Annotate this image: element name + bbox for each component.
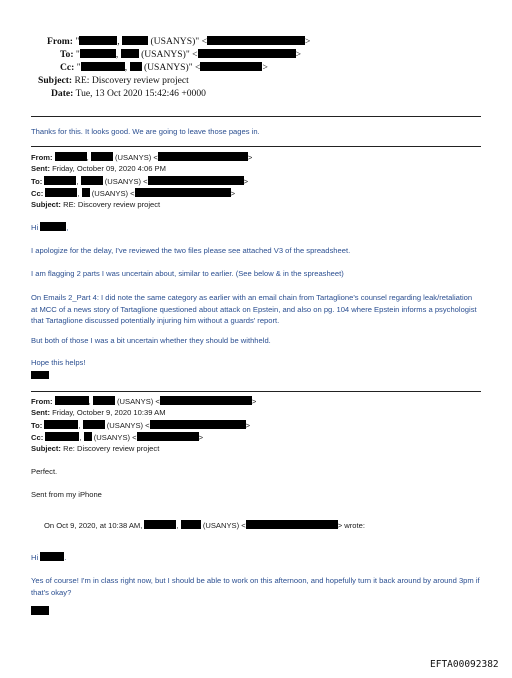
redaction	[45, 188, 77, 197]
msg2-paragraph: On Emails 2_Part 4: I did note the same category as earlier with an email chain from Tartaglione's counsel regarding leak/retaliation at MCC of a news story of Tartaglione questioned about attack on Epstein, and also on pg. 104 where Epstein informs a psychologist that Tartaglione discussed potentially injuring him without a guards' report.	[31, 293, 477, 325]
redaction	[150, 420, 246, 429]
divider	[31, 116, 481, 117]
divider	[31, 146, 481, 147]
redaction	[80, 49, 116, 58]
redaction	[93, 396, 115, 405]
redaction	[84, 432, 92, 441]
msg3-body: Perfect.	[31, 467, 58, 476]
redaction	[130, 62, 142, 71]
redaction	[55, 152, 87, 161]
redaction	[44, 420, 78, 429]
msg2-sent: Sent: Friday, October 09, 2020 4:06 PM	[31, 164, 166, 173]
msg3-body: Sent from my iPhone	[31, 490, 102, 499]
redaction	[45, 432, 79, 441]
redaction	[160, 396, 252, 405]
redaction	[135, 188, 231, 197]
redaction	[44, 176, 76, 185]
redaction	[158, 152, 248, 161]
msg2-paragraph: I am flagging 2 parts I was uncertain about, similar to earlier. (See below & in the spreasheet)	[31, 269, 344, 278]
msg2-paragraph: But both of those I was a bit uncertain whether they should be withheld.	[31, 336, 271, 345]
msg2-paragraph: Hope this helps!	[31, 358, 86, 367]
top-header-to: To: " , (USANYS)" < >	[60, 49, 301, 60]
redaction	[55, 396, 89, 405]
redaction	[148, 176, 244, 185]
divider	[31, 391, 481, 392]
redaction	[122, 36, 148, 45]
bates-id: EFTA00092382	[430, 659, 499, 670]
redaction	[181, 520, 201, 529]
redaction	[207, 36, 305, 45]
msg3-cc: Cc: , (USANYS) < >	[31, 433, 204, 442]
redaction	[198, 49, 296, 58]
msg2-greeting: Hi ,	[31, 223, 69, 232]
reply-body: Thanks for this. It looks good. We are going to leave those pages in.	[31, 127, 260, 136]
redaction	[137, 432, 199, 441]
redaction	[246, 520, 338, 529]
msg3-from: From: , (USANYS) < >	[31, 397, 257, 406]
msg2-cc: Cc: , (USANYS) < >	[31, 189, 236, 198]
signature-redaction	[31, 606, 49, 615]
msg2-subject: Subject: RE: Discovery review project	[31, 200, 161, 209]
msg2-from: From: , (USANYS) < >	[31, 153, 253, 162]
redaction	[40, 552, 64, 561]
redaction	[121, 49, 139, 58]
redaction	[79, 36, 117, 45]
quote-header: On Oct 9, 2020, at 10:38 AM, , (USANYS) < > wrote:	[44, 521, 365, 530]
redaction	[82, 188, 90, 197]
msg3-sent: Sent: Friday, October 9, 2020 10:39 AM	[31, 408, 166, 417]
redaction	[81, 176, 103, 185]
redaction	[83, 420, 105, 429]
redaction	[91, 152, 113, 161]
msg2-paragraph: I apologize for the delay, I've reviewed the two files please see attached V3 of the spreadsheet.	[31, 246, 351, 255]
from-label: From:	[47, 36, 73, 47]
top-header-cc: Cc: " , (USANYS)" < >	[60, 62, 268, 73]
redaction	[40, 222, 66, 231]
signature-redaction	[31, 371, 49, 379]
redaction	[200, 62, 262, 71]
msg3-to: To: , (USANYS) < >	[31, 421, 251, 430]
top-header-subject: Subject: RE: Discovery review project	[38, 75, 189, 86]
top-header-from: From: " , (USANYS)" < >	[47, 36, 311, 47]
quote-body: Yes of course! I'm in class right now, but I should be able to work on this afternoon, and hopefully turn it back around by around 3pm if that's okay?	[31, 576, 480, 597]
redaction	[144, 520, 176, 529]
msg3-subject: Subject: Re: Discovery review project	[31, 444, 160, 453]
redaction	[81, 62, 125, 71]
quote-greeting: Hi .	[31, 553, 67, 562]
top-header-date: Date: Tue, 13 Oct 2020 15:42:46 +0000	[51, 88, 206, 99]
msg2-to: To: , (USANYS) < >	[31, 177, 249, 186]
